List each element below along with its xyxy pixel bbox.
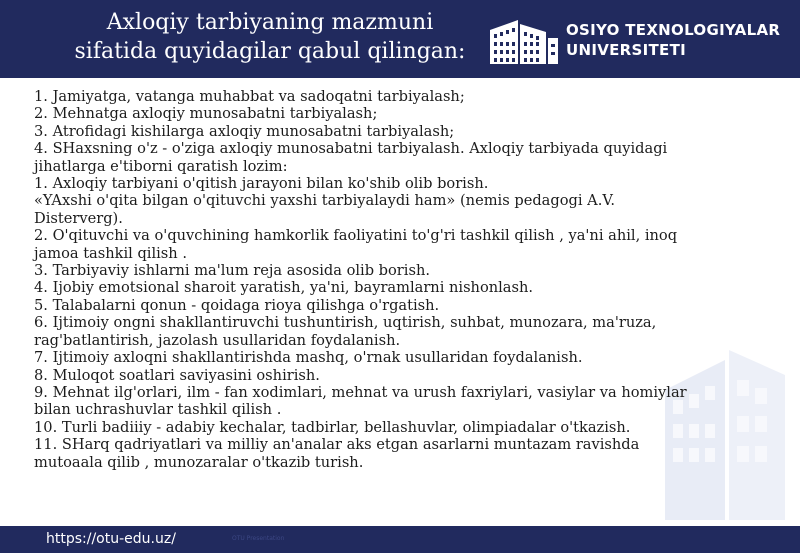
content-line: 5. Talabalarni qonun - qoidaga rioya qilishga o'rgatish. (34, 296, 440, 314)
content-line: 11. SHarq qadriyatlari va milliy an'analar aks etgan asarlarni muntazam ravishda (34, 436, 640, 454)
title-line-2: sifatida quyidagilar qabul qilingan: (74, 39, 466, 64)
content-line: 9. Mehnat ilg'orlari, ilm - fan xodimlari, mehnat va urush faxriylari, vasiylar va homiylar (34, 383, 687, 401)
content-line: 2. Mehnatga axloqiy munosabatni tarbiyalash; (34, 105, 378, 123)
content-line: 6. Ijtimoiy ongni shakllantiruvchi tushuntirish, uqtirish, suhbat, munozara, ma'ruza, (34, 314, 657, 332)
content-line: «YAxshi o'qita bilgan o'qituvchi yaxshi tarbiyalaydi ham» (nemis pedagogi A.V. (34, 192, 615, 210)
header-banner (0, 0, 800, 78)
content-line: 3. Atrofidagi kishilarga axloqiy munosabatni tarbiyalash; (34, 122, 455, 140)
content-line: rag'batlantirish, jazolash usullaridan foydalanish. (34, 331, 401, 349)
content-line: 8. Muloqot soatlari saviyasini oshirish. (34, 366, 320, 384)
university-building-icon (488, 14, 560, 66)
content-line: 7. Ijtimoiy axloqni shakllantirishda mashq, o'rnak usullaridan foydalanish. (34, 349, 583, 367)
content-line: 1. Jamiyatga, vatanga muhabbat va sadoqatni tarbiyalash; (34, 88, 465, 105)
university-name (566, 20, 780, 60)
slide-title (60, 8, 480, 66)
content-line: 10. Turli badiiiy - adabiy kechalar, tadbirlar, bellashuvlar, olimpiadalar o'tkazish. (34, 418, 631, 436)
content-line: 3. Tarbiyaviy ishlarni ma'lum reja asosida olib borish. (34, 262, 430, 280)
content-line: mutoaala qilib , munozaralar o'tkazib turish. (34, 453, 364, 471)
content-line: jihatlarga e'tiborni qaratish lozim: (34, 157, 288, 175)
content-line: 4. Ijobiy emotsional sharoit yaratish, ya'ni, bayramlarni nishonlash. (34, 279, 534, 297)
content-line: 1. Axloqiy tarbiyani o'qitish jarayoni bilan ko'shib olib borish. (34, 175, 489, 193)
content-line: jamoa tashkil qilish . (34, 244, 187, 262)
content-text (34, 88, 774, 471)
brand-line-1: OSIYO TEXNOLOGIYALAR (566, 21, 781, 39)
title-line-1: Axloqiy tarbiyaning mazmuni (106, 10, 434, 35)
brand-line-2: UNIVERSITETI (566, 41, 686, 59)
content-line: bilan uchrashuvlar tashkil qilish . (34, 401, 282, 419)
footer-watermark-text: OTU Presentation (232, 535, 285, 542)
content-line: Disterverg). (34, 209, 123, 227)
content-line: 4. SHaxsning o'z - o'ziga axloqiy munosabatni tarbiyalash. Axloqiy tarbiyada quyidagi (34, 140, 668, 158)
website-url[interactable]: https://otu-edu.uz/ (46, 531, 176, 547)
footer-banner (0, 526, 800, 553)
content-line: 2. O'qituvchi va o'quvchining hamkorlik faoliyatini to'g'ri tashkil qilish , ya'ni ahil, inoq (34, 227, 678, 245)
